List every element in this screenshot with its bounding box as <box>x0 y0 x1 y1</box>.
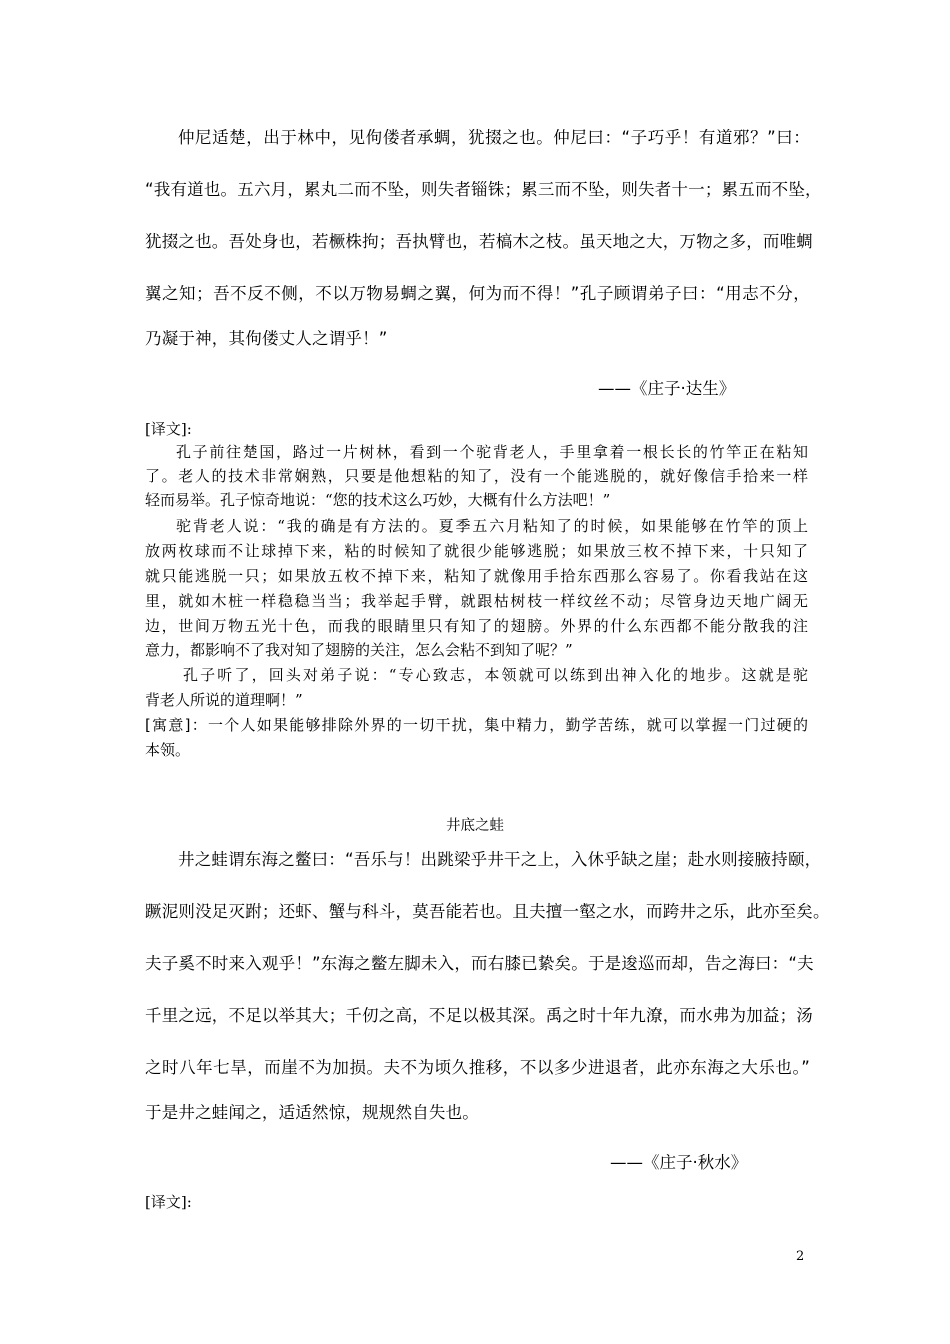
story1-original-line: 犹掇之也。吾处身也，若橛株拘；吾执臂也，若槁木之枝。虽天地之大，万物之多，而唯蜩 <box>145 232 813 251</box>
story2-original-line: 于是井之蛙闻之，适适然惊，规规然自失也。 <box>145 1103 479 1122</box>
story1-original-line: 仲尼适楚，出于林中，见佝偻者承蜩，犹掇之也。仲尼曰：“子巧乎！有道邪？”曰： <box>178 128 810 147</box>
story1-translation-line: 放两枚球而不让球掉下来，粘的时候知了就很少能够逃脱；如果放三枚不掉下来，十只知了 <box>145 542 808 560</box>
story2-original-line: 井之蛙谓东海之鳖曰：“吾乐与！出跳梁乎井干之上，入休乎缺之崖；赴水则接腋持颐， <box>178 850 822 869</box>
story2-attribution: ——《庄子·秋水》 <box>610 1153 748 1172</box>
story1-translation-line: 边，世间万物五光十色，而我的眼睛里只有知了的翅膀。外界的什么东西都不能分散我的注 <box>145 617 808 635</box>
story1-moral-line: 本领。 <box>145 741 191 759</box>
story1-translation-line: 轻而易举。孔子惊奇地说：“您的技术这么巧妙，大概有什么方法吧！” <box>145 491 611 509</box>
story1-translation-label: [译文]: <box>145 420 192 438</box>
story2-original-line: 千里之远，不足以举其大；千仞之高，不足以极其深。禹之时十年九潦，而水弗为加益；汤 <box>145 1006 813 1025</box>
story1-translation-line: 就只能逃脱一只；如果放五枚不掉下来，粘知了就像用手拾东西那么容易了。你看我站在这 <box>145 567 808 585</box>
story1-original-line: 翼之知；吾不反不侧，不以万物易蜩之翼，何为而不得！”孔子顾谓弟子曰：“用志不分， <box>145 284 810 303</box>
story1-translation-line: 驼背老人说：“我的确是有方法的。夏季五六月粘知了的时候，如果能够在竹竿的顶上 <box>176 517 808 535</box>
story1-moral-line: [寓意]：一个人如果能够排除外界的一切干扰，集中精力，勤学苦练，就可以掌握一门过硬的 <box>145 716 808 734</box>
story1-translation-line: 意力，都影响不了我对知了翅膀的关注，怎么会粘不到知了呢？” <box>145 641 573 659</box>
story2-original-line: 之时八年七旱，而崖不为加损。夫不为顷久推移，不以多少进退者，此亦东海之大乐也。” <box>145 1058 810 1077</box>
page-number: 2 <box>796 1249 805 1264</box>
story1-original-line: “我有道也。五六月，累丸二而不坠，则失者锱铢；累三而不坠，则失者十一；累五而不坠， <box>145 180 822 199</box>
story1-original-line: 乃凝于神，其佝偻丈人之谓乎！” <box>145 329 388 348</box>
story1-attribution: ——《庄子·达生》 <box>598 379 736 398</box>
story1-translation-line: 孔子前往楚国，路过一片树林，看到一个驼背老人，手里拿着一根长长的竹竿正在粘知 <box>176 443 808 461</box>
story1-translation-line: 孔子听了，回头对弟子说：“专心致志，本领就可以练到出神入化的地步。这就是驼 <box>183 666 808 684</box>
story1-translation-line: 了。老人的技术非常娴熟，只要是他想粘的知了，没有一个能逃脱的，就好像信手拾来一样 <box>145 467 808 485</box>
story2-original-line: 蹶泥则没足灭跗；还虾、蟹与科斗，莫吾能若也。且夫擅一壑之水，而跨井之乐，此亦至矣。 <box>145 902 830 921</box>
story2-translation-label: [译文]: <box>145 1193 192 1211</box>
story2-original-line: 夫子奚不时来入观乎！”东海之鳖左脚未入，而右膝已絷矣。于是逡巡而却，告之海曰：“夫 <box>145 954 814 973</box>
story1-translation-line: 里，就如木桩一样稳稳当当；我举起手臂，就跟枯树枝一样纹丝不动；尽管身边天地广阔无 <box>145 592 808 610</box>
story1-translation-line: 背老人所说的道理啊！” <box>145 691 303 709</box>
story2-title: 井底之蛙 <box>446 818 504 834</box>
